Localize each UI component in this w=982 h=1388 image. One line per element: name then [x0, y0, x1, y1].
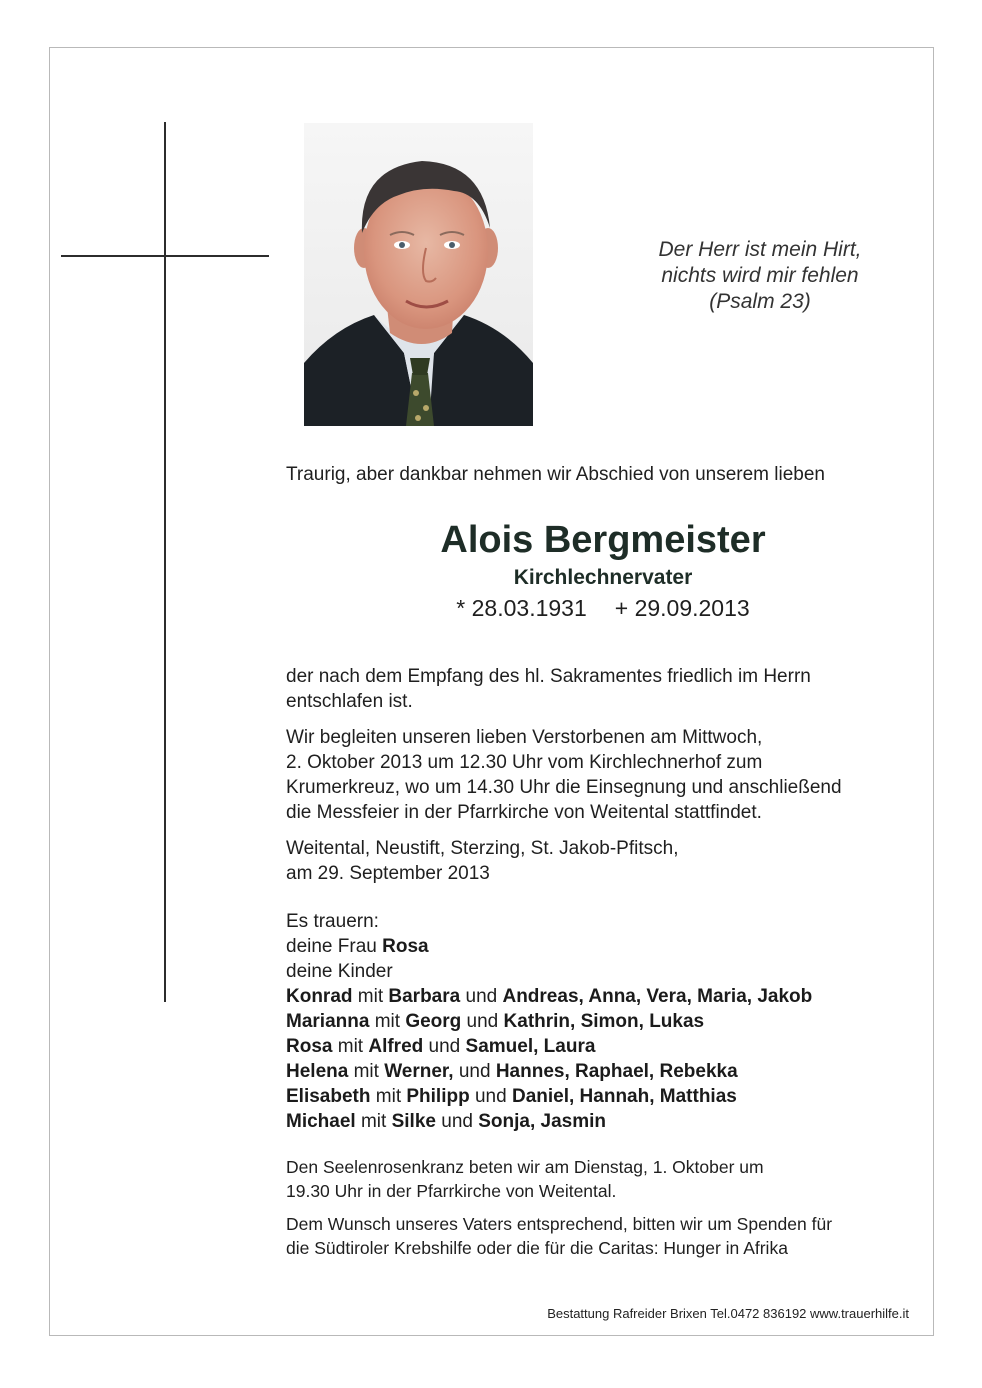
psalm-line: nichts wird mir fehlen [661, 264, 859, 287]
family-line [286, 1034, 926, 1059]
psalm-line: Der Herr ist mein Hirt, [658, 238, 862, 261]
connector: und [441, 1111, 473, 1132]
child-name: Konrad [286, 986, 353, 1007]
mourners-heading: Es trauern: [286, 911, 379, 932]
grandchildren-names: Sonja, Jasmin [478, 1111, 607, 1132]
connector: mit [353, 1061, 379, 1082]
paragraph-line: Den Seelenrosenkranz beten wir am Dienstag, 1. Oktober um [286, 1157, 764, 1177]
connector: mit [360, 1111, 387, 1132]
paragraph-line: 2. Oktober 2013 um 12.30 Uhr vom Kirchlechnerhof zum [286, 752, 763, 773]
connector: mit [337, 1036, 364, 1057]
partner-name: Georg [405, 1011, 462, 1032]
paragraph-peaceful [286, 664, 926, 714]
partner-name: Philipp [406, 1086, 470, 1107]
connector: mit [375, 1086, 402, 1107]
intro-text: Traurig, aber dankbar nehmen wir Abschied von unserem lieben [286, 464, 825, 485]
paragraph-line: am 29. September 2013 [286, 863, 490, 884]
donation-notice [286, 1212, 926, 1260]
family-line [286, 1109, 926, 1134]
rosary-notice [286, 1155, 926, 1203]
paragraph-place-date [286, 836, 926, 886]
child-name: Rosa [286, 1036, 333, 1057]
paragraph-line: Krumerkreuz, wo um 14.30 Uhr die Einsegnung und anschließend [286, 777, 842, 798]
family-line [286, 1009, 926, 1034]
children-heading: deine Kinder [286, 961, 393, 982]
paragraph-line: Wir begleiten unseren lieben Verstorbenen am Mittwoch, [286, 727, 763, 748]
wife-name: Rosa [382, 936, 429, 957]
connector: und [428, 1036, 461, 1057]
partner-name: Silke [391, 1111, 436, 1132]
child-name: Marianna [286, 1011, 370, 1032]
funeral-home-footer: Bestattung Rafreider Brixen Tel.0472 836192 www.trauerhilfe.it [547, 1306, 909, 1321]
family-line [286, 1059, 926, 1084]
paragraph-line: Weitental, Neustift, Sterzing, St. Jakob-Pfitsch, [286, 838, 679, 859]
partner-name: Alfred [368, 1036, 424, 1057]
family-line [286, 984, 926, 1009]
paragraph-line: entschlafen ist. [286, 691, 413, 712]
mourner-wife [286, 934, 926, 959]
paragraph-line: der nach dem Empfang des hl. Sakramentes friedlich im Herrn [286, 666, 811, 687]
mourners-list [286, 909, 926, 1134]
connector: und [458, 1061, 491, 1082]
house-name: Kirchlechnervater [513, 566, 693, 589]
connector: und [466, 1011, 499, 1032]
paragraph-line: Dem Wunsch unseres Vaters entsprechend, bitten wir um Spenden für [286, 1214, 833, 1234]
child-name: Elisabeth [286, 1086, 371, 1107]
partner-name: Werner, [384, 1061, 454, 1082]
paragraph-line: 19.30 Uhr in der Pfarrkirche von Weitental. [286, 1181, 617, 1201]
child-name: Helena [286, 1061, 349, 1082]
grandchildren-names: Hannes, Raphael, Rebekka [495, 1061, 738, 1082]
child-name: Michael [286, 1111, 356, 1132]
family-line [286, 1084, 926, 1109]
partner-name: Barbara [388, 986, 461, 1007]
connector: mit [357, 986, 384, 1007]
paragraph-line: die Südtiroler Krebshilfe oder die für die Caritas: Hunger in Afrika [286, 1238, 788, 1258]
psalm-quote [600, 237, 920, 315]
birth-date: * 28.03.1931 [456, 595, 587, 621]
paragraph-funeral [286, 725, 926, 825]
grandchildren-names: Samuel, Laura [465, 1036, 596, 1057]
grandchildren-names: Andreas, Anna, Vera, Maria, Jakob [502, 986, 813, 1007]
connector: und [465, 986, 498, 1007]
deceased-name: Alois Bergmeister [440, 519, 766, 561]
grandchildren-names: Kathrin, Simon, Lukas [503, 1011, 705, 1032]
death-date: + 29.09.2013 [614, 595, 750, 621]
connector: und [474, 1086, 507, 1107]
grandchildren-names: Daniel, Hannah, Matthias [511, 1086, 737, 1107]
connector: mit [374, 1011, 401, 1032]
cross-horizontal-bar [61, 255, 269, 257]
life-dates [300, 595, 906, 622]
wife-prefix: deine Frau [286, 936, 377, 957]
paragraph-line: die Messfeier in der Pfarrkirche von Weitental stattfindet. [286, 802, 762, 823]
psalm-line: (Psalm 23) [709, 290, 811, 313]
cross-vertical-bar [164, 122, 166, 1002]
portrait-photo [304, 123, 533, 426]
